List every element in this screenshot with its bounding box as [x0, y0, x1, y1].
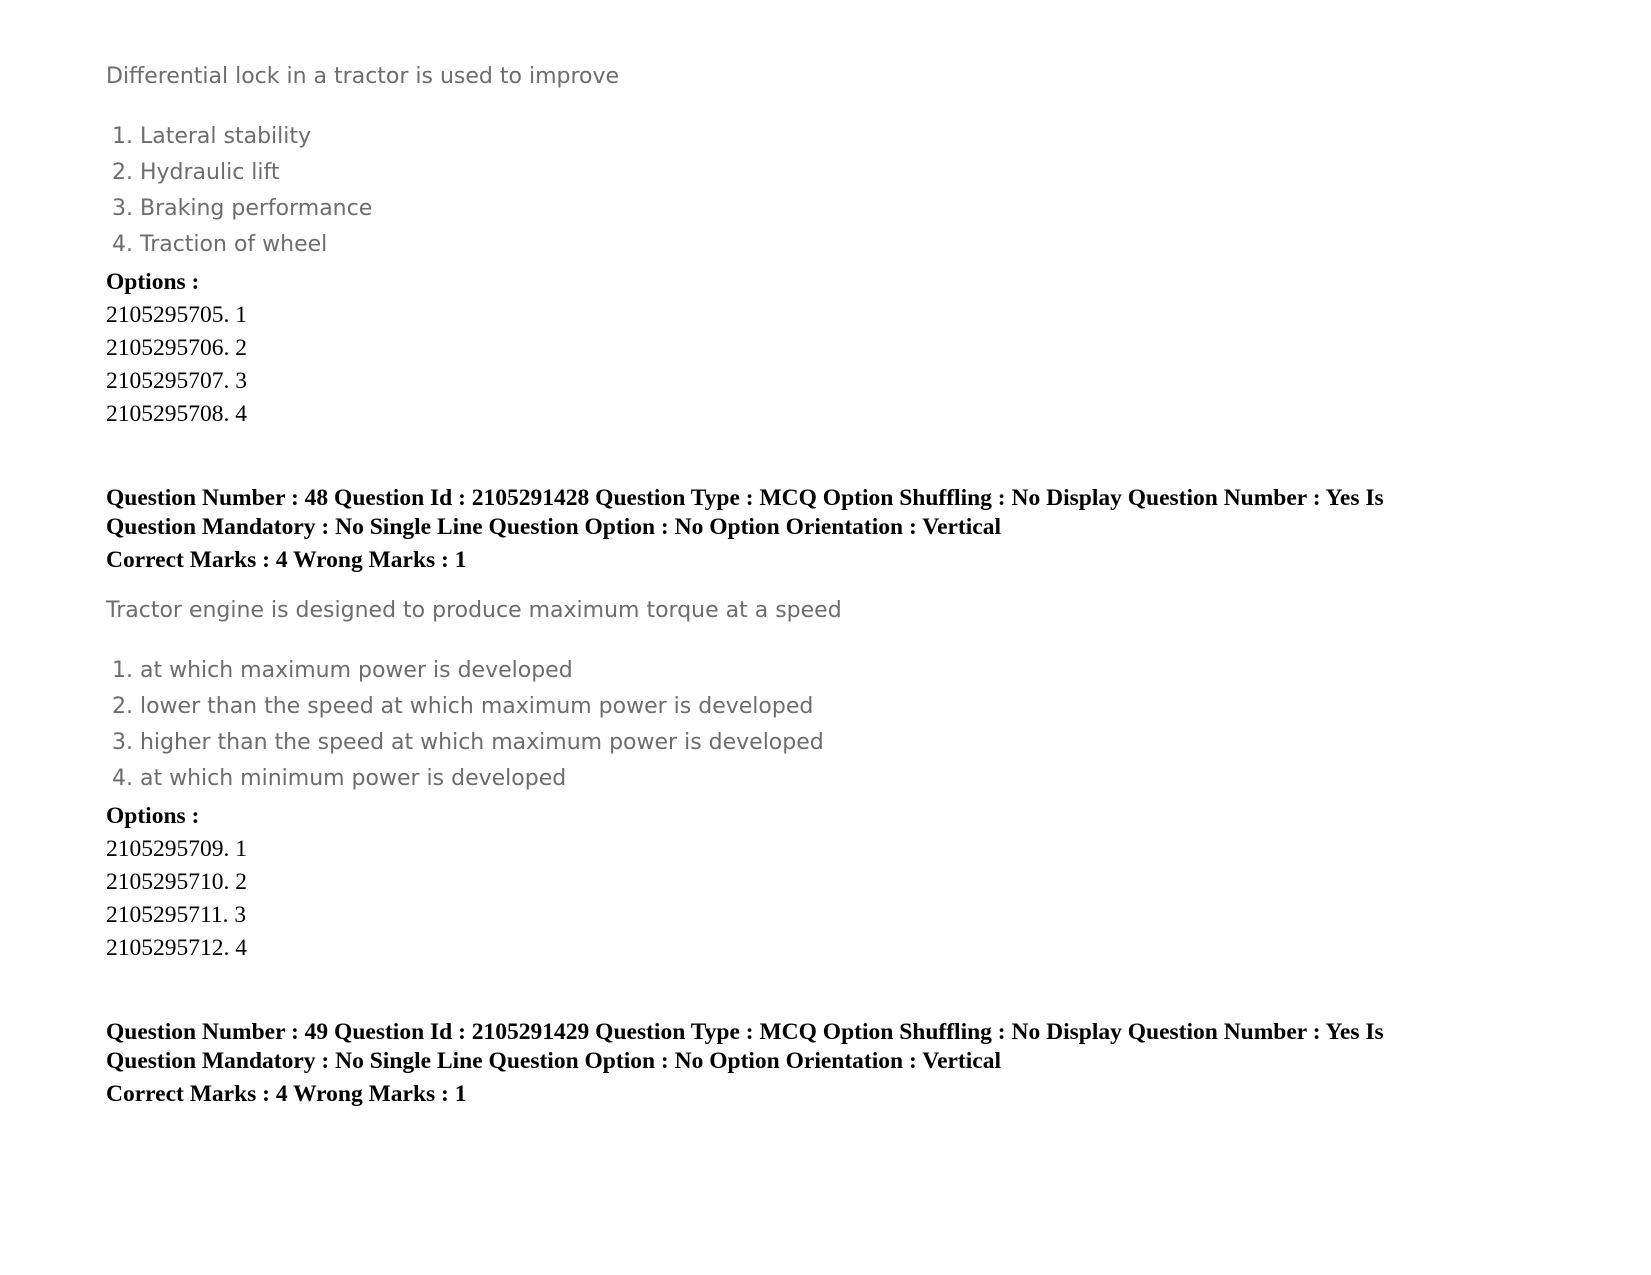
- choice-item: 3. Braking performance: [112, 196, 373, 221]
- choice-item: 1. at which maximum power is developed: [112, 658, 573, 683]
- option-line: 2105295710. 2: [106, 869, 247, 895]
- choice-item: 4. at which minimum power is developed: [112, 766, 567, 791]
- choice-item: 4. Traction of wheel: [112, 232, 328, 257]
- option-line: 2105295712. 4: [106, 935, 247, 961]
- option-line: 2105295709. 1: [106, 836, 247, 862]
- option-line: 2105295708. 4: [106, 401, 247, 427]
- question-meta-line: Question Number : 48 Question Id : 2105291428 Question Type : MCQ Option Shuffling : No Display Question Number : Yes Is: [106, 485, 1384, 511]
- question-stem: Tractor engine is designed to produce maximum torque at a speed: [106, 598, 842, 623]
- choice-item: 2. Hydraulic lift: [112, 160, 280, 185]
- option-line: 2105295711. 3: [106, 902, 247, 928]
- question-meta-line: Question Number : 49 Question Id : 2105291429 Question Type : MCQ Option Shuffling : No Display Question Number : Yes Is: [106, 1019, 1384, 1045]
- question-meta: [106, 484, 1546, 542]
- question-meta-line: Question Mandatory : No Single Line Question Option : No Option Orientation : Vertical: [106, 514, 1001, 540]
- choice-item: 1. Lateral stability: [112, 124, 312, 149]
- choice-item: 2. lower than the speed at which maximum power is developed: [112, 694, 814, 719]
- option-line: 2105295705. 1: [106, 302, 247, 328]
- question-meta: [106, 1018, 1546, 1076]
- options-heading: Options :: [106, 269, 200, 295]
- choice-item: 3. higher than the speed at which maximum power is developed: [112, 730, 824, 755]
- option-line: 2105295707. 3: [106, 368, 247, 394]
- question-stem: Differential lock in a tractor is used to improve: [106, 64, 620, 89]
- marks-line: Correct Marks : 4 Wrong Marks : 1: [106, 1081, 467, 1107]
- question-meta-line: Question Mandatory : No Single Line Question Option : No Option Orientation : Vertical: [106, 1048, 1001, 1074]
- marks-line: Correct Marks : 4 Wrong Marks : 1: [106, 547, 467, 573]
- option-line: 2105295706. 2: [106, 335, 247, 361]
- options-heading: Options :: [106, 803, 200, 829]
